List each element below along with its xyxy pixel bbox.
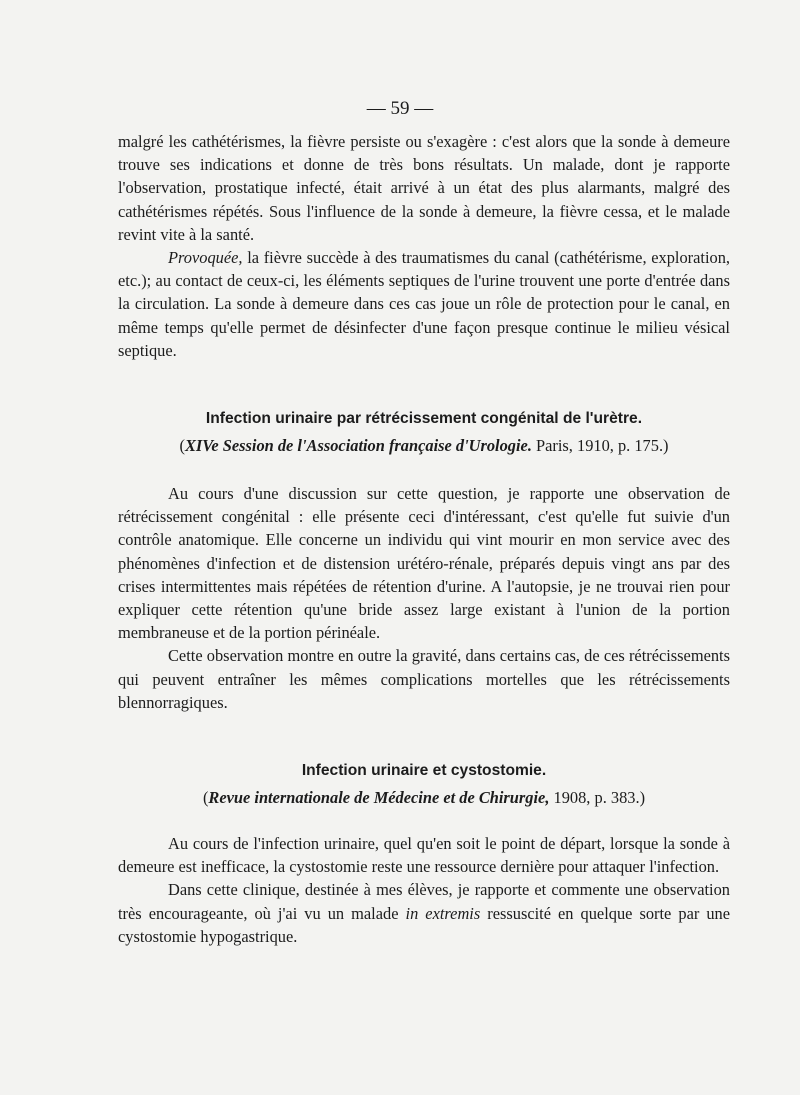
paragraph: Au cours de l'infection urinaire, quel qu'en soit le point de départ, lorsque la sonde à demeure est inefficace, la cystostomie reste une ressource dernière pour attaquer l'infection. [118,834,730,877]
citation-italic: XIVe Session de l'Association française d'Urologie. [184,436,532,455]
paragraph [118,246,730,362]
page-number: — 59 — [366,98,434,119]
source-citation [118,436,730,456]
citation-italic: Revue internationale de Médecine et de Chirurgie, [208,788,550,807]
citation-paren: ( [179,436,185,455]
citation-rest: 1908, p. 383.) [549,788,646,807]
paragraph-text: Dans cette clinique, destinée à mes élèves, je rapporte et commente une observation très encourageante, où j'ai vu un malade [118,880,730,923]
paragraph: Cette observation montre en outre la gravité, dans certains cas, de ces rétrécissements qui peuvent entraîner les mêmes complications mortelles que les rétrécissements blennorragiques. [118,646,730,712]
source-citation [118,788,730,808]
section-continuation [118,130,730,362]
paragraph [118,878,730,948]
section-congenital-stricture [118,410,730,714]
italic-phrase: in extremis [405,903,481,923]
section-cystostomy [118,762,730,948]
paragraph-text: la fièvre succède à des traumatismes du canal (cathétérisme, exploration, etc.); au contact de ceux-ci, les éléments septiques de l'urine trouvent une porte d'entrée dans la circulation. La sonde à demeure dans ces cas joue un rôle de protection pour le canal, en même temps qu'elle permet de désinfecter d'une façon presque continue le milieu vésical septique. [118,248,730,360]
paragraph: Au cours d'une discussion sur cette question, je rapporte une observation de rétrécissement congénital : elle présente ceci d'intéressant, c'est qu'elle fut suivie d'un contrôle anatomique. Elle concerne un individu qui vint mourir en mon service avec des phénomènes d'infection et de distension urétéro-rénale, préparés depuis vingt ans par des crises intermittentes mais répétées de rétention d'urine. A l'autopsie, je ne trouvai rien pour expliquer cette rétention qu'une bride assez large existant à l'union de la portion membraneuse et de la portion périnéale. [118,484,730,643]
italic-lead: Provoquée, [168,248,243,268]
paragraph: malgré les cathétérismes, la fièvre persiste ou s'exagère : c'est alors que la sonde à demeure trouve ses indications et donne de très bons résultats. Un malade, dont je rapporte l'observation, prostatique infecté, était arrivé à un état des plus alarmants, malgré des cathétérismes répétés. Sous l'influence de la sonde à demeure, la fièvre cessa, et le malade revint vite à la santé. [118,132,730,244]
citation-paren: ( [202,788,209,807]
paragraph-text: ressuscité en quelque sorte par une cystostomie hypogastrique. [118,903,731,946]
section-heading: Infection urinaire par rétrécissement congénital de l'urètre. [205,410,643,427]
section-heading: Infection urinaire et cystostomie. [301,762,547,779]
citation-rest: Paris, 1910, p. 175.) [531,436,669,455]
